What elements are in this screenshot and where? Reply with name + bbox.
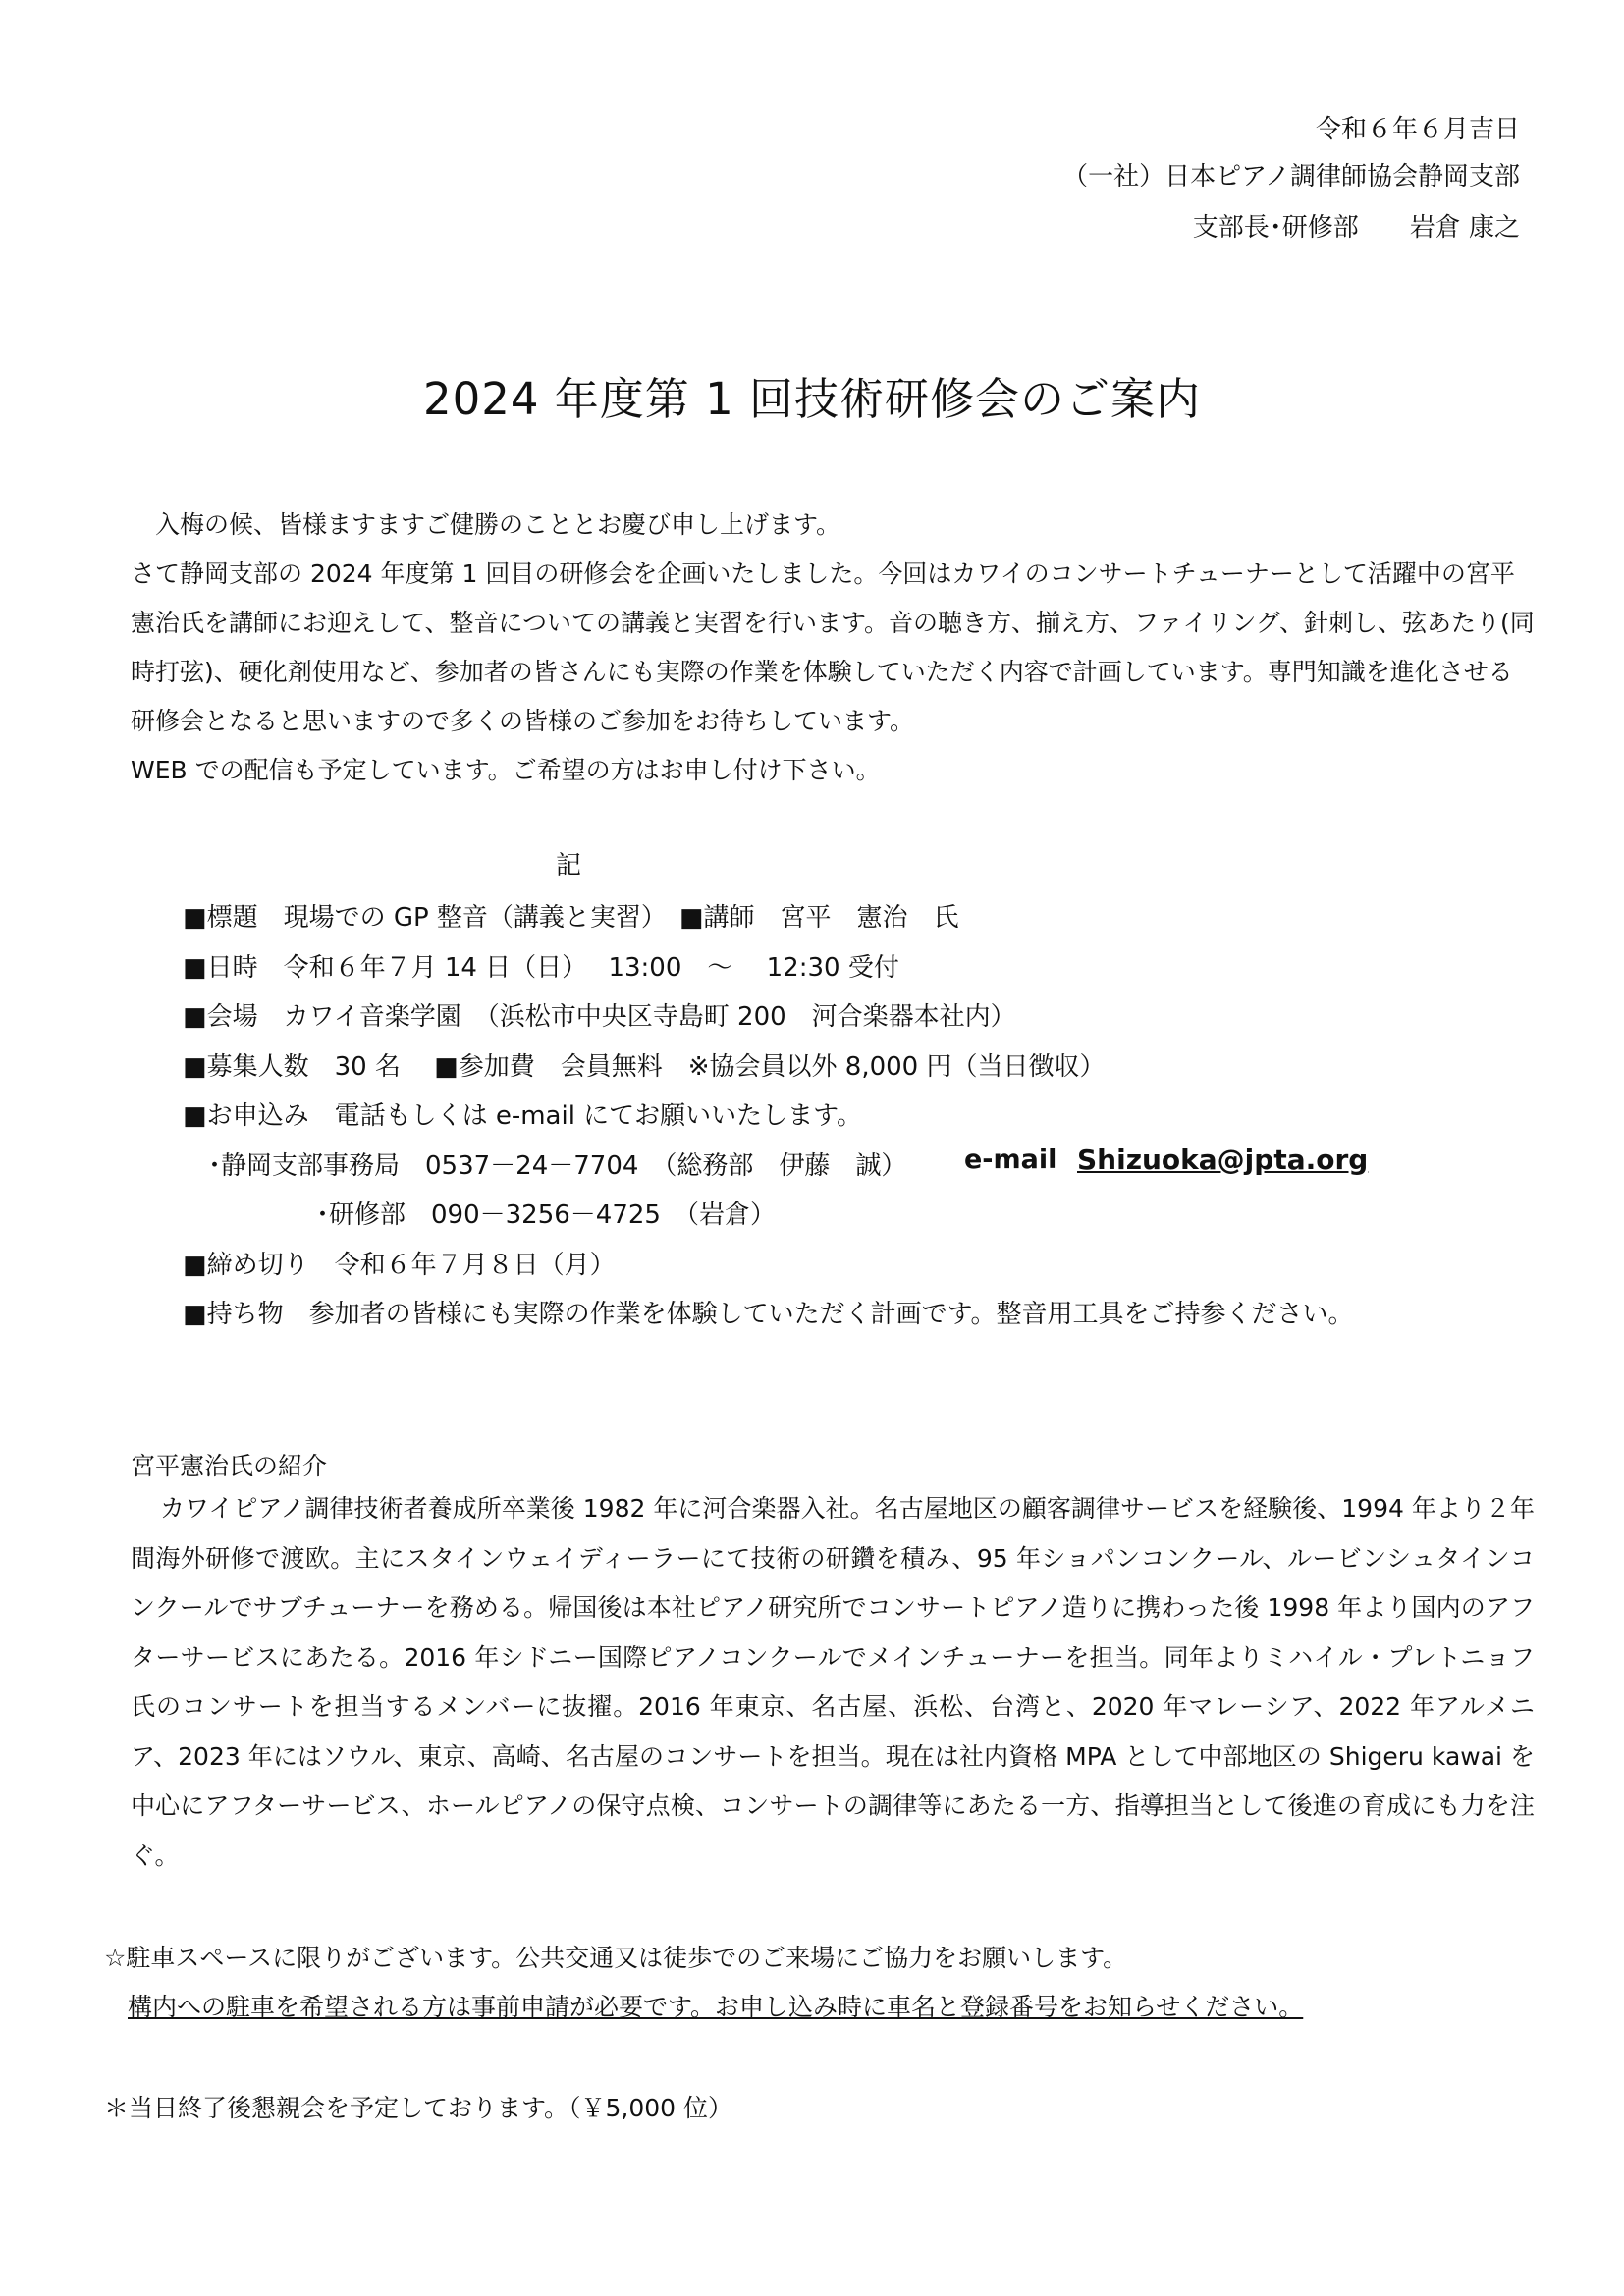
email-label: e-mail (964, 1145, 1057, 1175)
profile-heading: 宮平憲治氏の紹介 (131, 1452, 328, 1480)
intro-body: さて静岡支部の 2024 年度第 1 回目の研修会を企画いたしました。今回はカワイのコンサートチューナーとして活躍中の宮平憲治氏を講師にお迎えして、整音についての講義と実習を行います。音の聴き方、揃え方、ファイリング、針刺し、弦あたり(同時打弦)、硬化剤使用など、参加者の皆さんにも実際の作業を体験していただく内容で計画しています。専門知識を進化させる研修会となると思いますので多くの皆様のご参加をお待ちしています。 (131, 560, 1535, 735)
profile-section (131, 1484, 1535, 1881)
profile-text: カワイピアノ調律技術者養成所卒業後 1982 年に河合楽器入社。名古屋地区の顧客調律サービスを経験後、1994 年より２年間海外研修で渡欧。主にスタインウェイディーラーにて技術の研鑽を積み、95 年ショパンコンクール、ルービンシュタインコンクールでサブチューナーを務める。帰国後は本社ピアノ研究所でコンサートピアノ造りに携わった後 1998 年より国内のアフターサービスにあたる。2016 年シドニー国際ピアノコンクールでメインチューナーを担当。同年よりミハイル・プレトニョフ氏のコンサートを担当するメンバーに抜擢。2016 年東京、名古屋、浜松、台湾と、2020 年マレーシア、2022 年アルメニア、2023 年にはソウル、東京、高崎、名古屋のコンサートを担当。現在は社内資格 MPA として中部地区の Shigeru kawai を中心にアフターサービス、ホールピアノの保守点検、コンサートの調律等にあたる一方、指導担当として後進の育成にも力を注ぐ。 (131, 1494, 1535, 1870)
item-capacity: ■募集人数 30 名 ■参加費 会員無料 ※協会員以外 8,000 円（当日徴収） (183, 1052, 1106, 1082)
party-note: ＊当日終了後懇親会を予定しております。（￥5,000 位） (104, 2094, 733, 2122)
intro-web-note: WEB での配信も予定しています。ご希望の方はお申し付け下さい。 (131, 756, 881, 784)
document-date: 令和６年６月吉日 (1315, 115, 1520, 144)
item-deadline: ■締め切り 令和６年７月８日（月） (183, 1251, 616, 1280)
page-title: 2024 年度第 1 回技術研修会のご案内 (422, 373, 1202, 425)
parking-detail-note: 構内への駐車を希望される方は事前申請が必要です。お申し込み時に車名と登録番号をお知らせください。 (128, 1993, 1304, 2021)
sender-name: 支部長･研修部 岩倉 康之 (1192, 213, 1520, 242)
item-topic: ■標題 現場での GP 整音（講義と実習） ■講師 宮平 憲治 氏 (183, 903, 959, 933)
item-venue: ■会場 カワイ音楽学園 （浜松市中央区寺島町 200 河合楽器本社内） (183, 1002, 1016, 1032)
item-bring: ■持ち物 参加者の皆様にも実際の作業を体験していただく計画です。整音用工具をご持参ください。 (183, 1300, 1354, 1329)
item-office-contact: ･静岡支部事務局 0537－24－7704 （総務部 伊藤 誠） (208, 1151, 907, 1181)
parking-note: ☆駐車スペースに限りがございます。公共交通又は徒歩でのご来場にご協力をお願いします。 (104, 1944, 1128, 1972)
item-datetime: ■日時 令和６年７月 14 日（日） 13:00 ～ 12:30 受付 (183, 953, 899, 983)
intro-section (131, 501, 1535, 795)
email-link[interactable]: Shizuoka@jpta.org (1077, 1144, 1369, 1176)
item-apply: ■お申込み 電話もしくは e-mail にてお願いいたします。 (183, 1101, 863, 1131)
intro-greeting: 入梅の候、皆様ますますご健勝のこととお慶び申し上げます。 (131, 510, 841, 539)
ki-heading: 記 (556, 851, 582, 881)
organization-name: （一社）日本ピアノ調律師協会静岡支部 (1062, 162, 1520, 191)
item-training-contact: ･研修部 090－3256－4725 （岩倉） (316, 1201, 776, 1230)
